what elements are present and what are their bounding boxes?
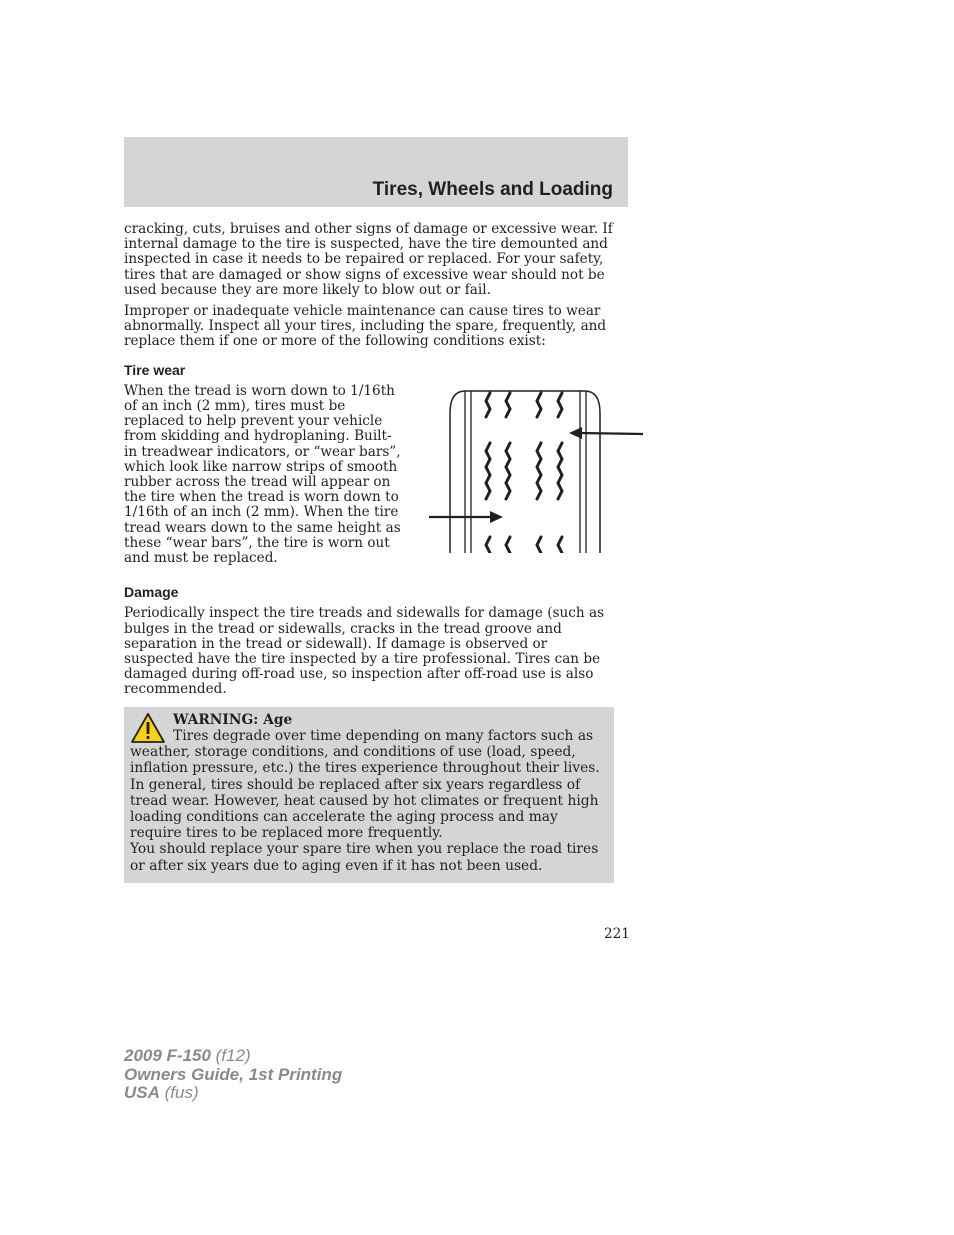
warning-paragraph-3: You should replace your spare tire when you replace the road tires or after six years due to aging even if it has not been used.	[130, 841, 599, 874]
tire-wear-text: When the tread is worn down to 1/16th of an inch (2 mm), tires must be replaced to help prevent your vehicle from skidding and hydroplaning. Built-in treadwear indicators, or “wear bars”, which look like narrow strips of smooth rubber across the tread will appear on the tire when the tread is worn down to 1/16th of an inch (2 mm). When the tire tread wears down to the same height as these “wear bars”, the tire is worn out and must be replaced.	[124, 382, 401, 567]
intro-paragraph-1: cracking, cuts, bruises and other signs of damage or excessive wear. If internal damage to the tire is suspected, have the tire demounted and inspected in case it needs to be repaired or replaced. For your safety, tires that are damaged or show signs of excessive wear should not be used because they are more likely to blow out or fail.	[124, 221, 613, 298]
footer-model: 2009 F-150	[124, 1046, 211, 1065]
intro-paragraph-2: Improper or inadequate vehicle maintenance can cause tires to wear abnormally. Inspect all your tires, including the spare, frequently, and replace them if one or more of the following conditions exist:	[124, 303, 607, 350]
warning-box	[124, 707, 614, 883]
warning-paragraph-1: Tires degrade over time depending on many factors such as weather, storage conditions, and conditions of use (load, speed, inflation pressure, etc.) the tires experience throughout their lives.	[130, 727, 600, 777]
footer-market: USA	[124, 1083, 160, 1102]
footer-model-code: (f12)	[210, 1046, 251, 1065]
warning-triangle-icon	[130, 712, 166, 744]
content	[124, 222, 619, 883]
footer-printing: Owners Guide, 1st Printing	[124, 1064, 343, 1084]
warning-title: WARNING: Age	[173, 711, 293, 728]
footer-market-code: (fus)	[159, 1083, 199, 1102]
tire-tread-figure	[407, 387, 647, 553]
page-title: Tires, Wheels and Loading	[372, 179, 613, 200]
damage-text: Periodically inspect the tire treads and sidewalls for damage (such as bulges in the tread or sidewalls, cracks in the tread groove and separation in the tread or sidewall). If damage is observed or suspected have the tire inspected by a tire professional. Tires can be damaged during off-road use, so inspection after off-road use is also recommended.	[124, 605, 605, 698]
warning-paragraph-2: In general, tires should be replaced after six years regardless of tread wear. However, heat caused by hot climates or frequent high loading conditions can accelerate the aging process and may require tires to be replaced more frequently.	[130, 776, 599, 842]
header-band	[124, 137, 628, 207]
page-number: 221	[604, 926, 630, 942]
damage-heading: Damage	[124, 584, 179, 601]
tire-wear-heading: Tire wear	[124, 361, 186, 378]
footer-edition-info	[124, 1047, 342, 1103]
